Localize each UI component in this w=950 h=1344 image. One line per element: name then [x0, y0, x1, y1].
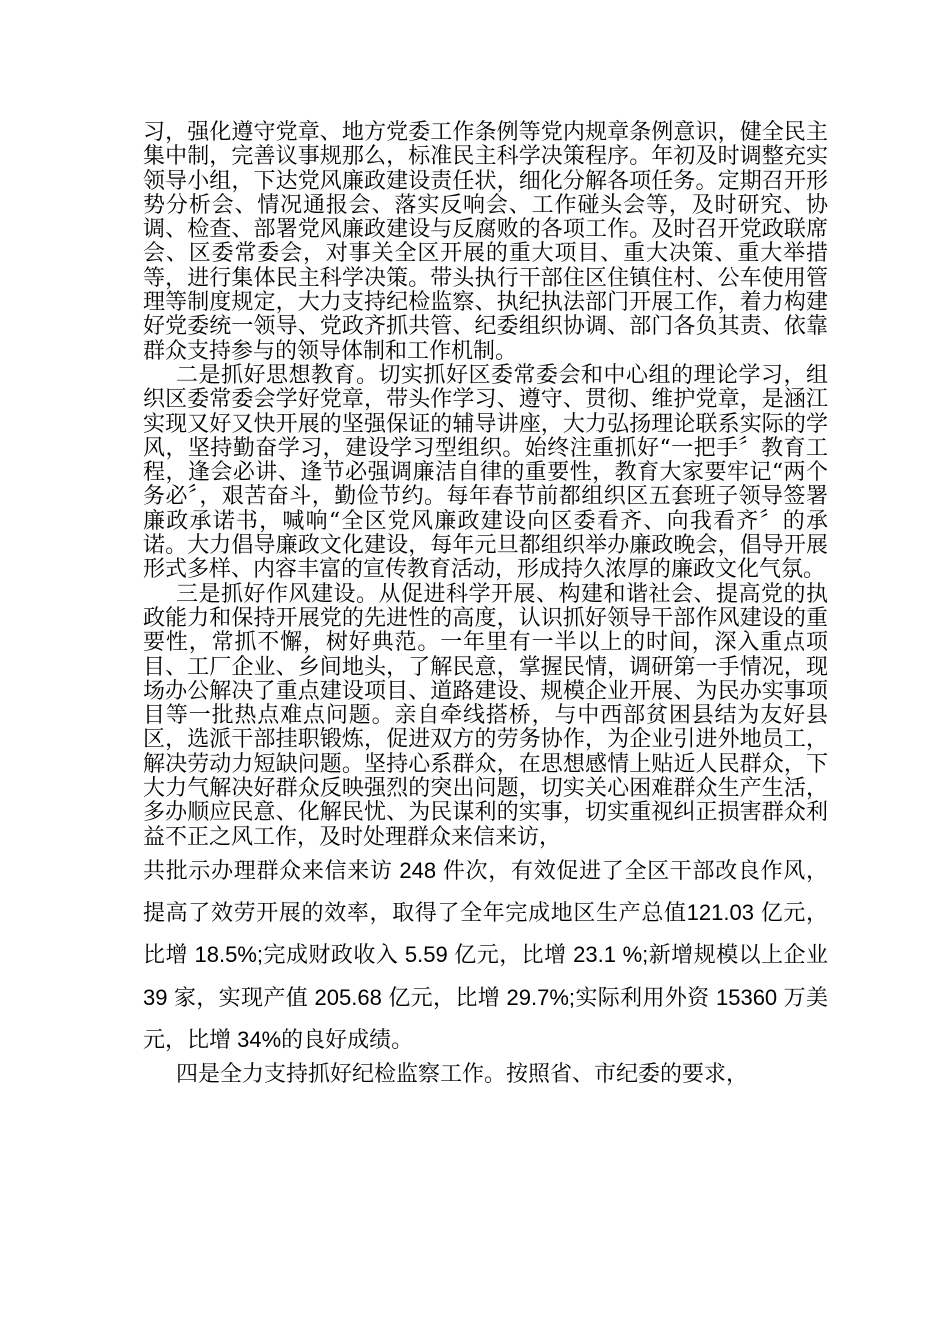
paragraph-work-style-results: 共批示办理群众来信来访 248 件次，有效促进了全区干部改良作风，提高了效劳开展的效率，取得了全年完成地区生产总值121.03 亿元，比增 18.5%;完成财政收入 5.59 亿元，比增 23.1 %;新增规模以上企业 39 家，实现产值 205.68 亿元，比增 29.7%;实际利用外资 15360 万美元，比增 34%的良好成绩。: [143, 857, 828, 1052]
paragraph-ideological-education: 二是抓好思想教育。切实抓好区委常委会和中心组的理论学习，组织区委常委会学好党章，带头作学习、遵守、贯彻、维护党章，是涵江实现又好又快开展的坚强保证的辅导讲座，大力弘扬理论联系实际的学风，坚持勤奋学习，建设学习型组织。始终注重抓好“一把手〞教育工程，逢会必讲、逢节必强调廉洁自律的重要性，教育大家要牢记“两个务必〞，艰苦奋斗，勤俭节约。每年春节前都组织区五套班子领导签署廉政承诺书，喊响“全区党风廉政建设向区委看齐、向我看齐〞的承诺。大力倡导廉政文化建设，每年元旦都组织举办廉政晚会，倡导开展形式多样、内容丰富的宣传教育活动，形成持久浓厚的廉政文化气氛。: [143, 362, 828, 583]
paragraph-leadership-system: 习，强化遵守党章、地方党委工作条例等党内规章条例意识，健全民主集中制，完善议事规那么，标准民主科学决策程序。年初及时调整充实领导小组，下达党风廉政建设责任状，细化分解各项任务。定期召开形势分析会、情况通报会、落实反响会、工作碰头会等，及时研究、协调、检查、部署党风廉政建设与反腐败的各项工作。及时召开党政联席会、区委常委会，对事关全区开展的重大项目、重大决策、重大举措等，进行集体民主科学决策。带头执行干部住区住镇住村、公车使用管理等制度规定，大力支持纪检监察、执纪执法部门开展工作，着力构建好党委统一领导、党政齐抓共管、纪委组织协调、部门各负其责、依靠群众支持参与的领导体制和工作机制。: [143, 120, 828, 364]
paragraph-discipline-inspection: 四是全力支持抓好纪检监察工作。按照省、市纪委的要求，: [176, 1061, 749, 1087]
document-body: [143, 121, 828, 1087]
paragraph-work-style: 三是抓好作风建设。从促进科学开展、构建和谐社会、提高党的执政能力和保持开展党的先进性的高度，认识抓好领导干部作风建设的重要性，常抓不懈，树好典范。一年里有一半以上的时间，深入重点项目、工厂企业、乡间地头，了解民意，掌握民情，调研第一手情况，现场办公解决了重点建设项目、道路建设、规模企业开展、为民办实事项目等一批热点难点问题。亲自牵线搭桥，与中西部贫困县结为友好县区，选派干部挂职锻炼，促进双方的劳务协作，为企业引进外地员工，解决劳动力短缺问题。坚持心系群众，在思想感情上贴近人民群众，下大力气解决好群众反映强烈的突出问题，切实关心困难群众生产生活，多办顺应民意、化解民忧、为民谋利的实事，切实重视纠正损害群众利益不正之风工作，及时处理群众来信来访，: [143, 581, 828, 850]
